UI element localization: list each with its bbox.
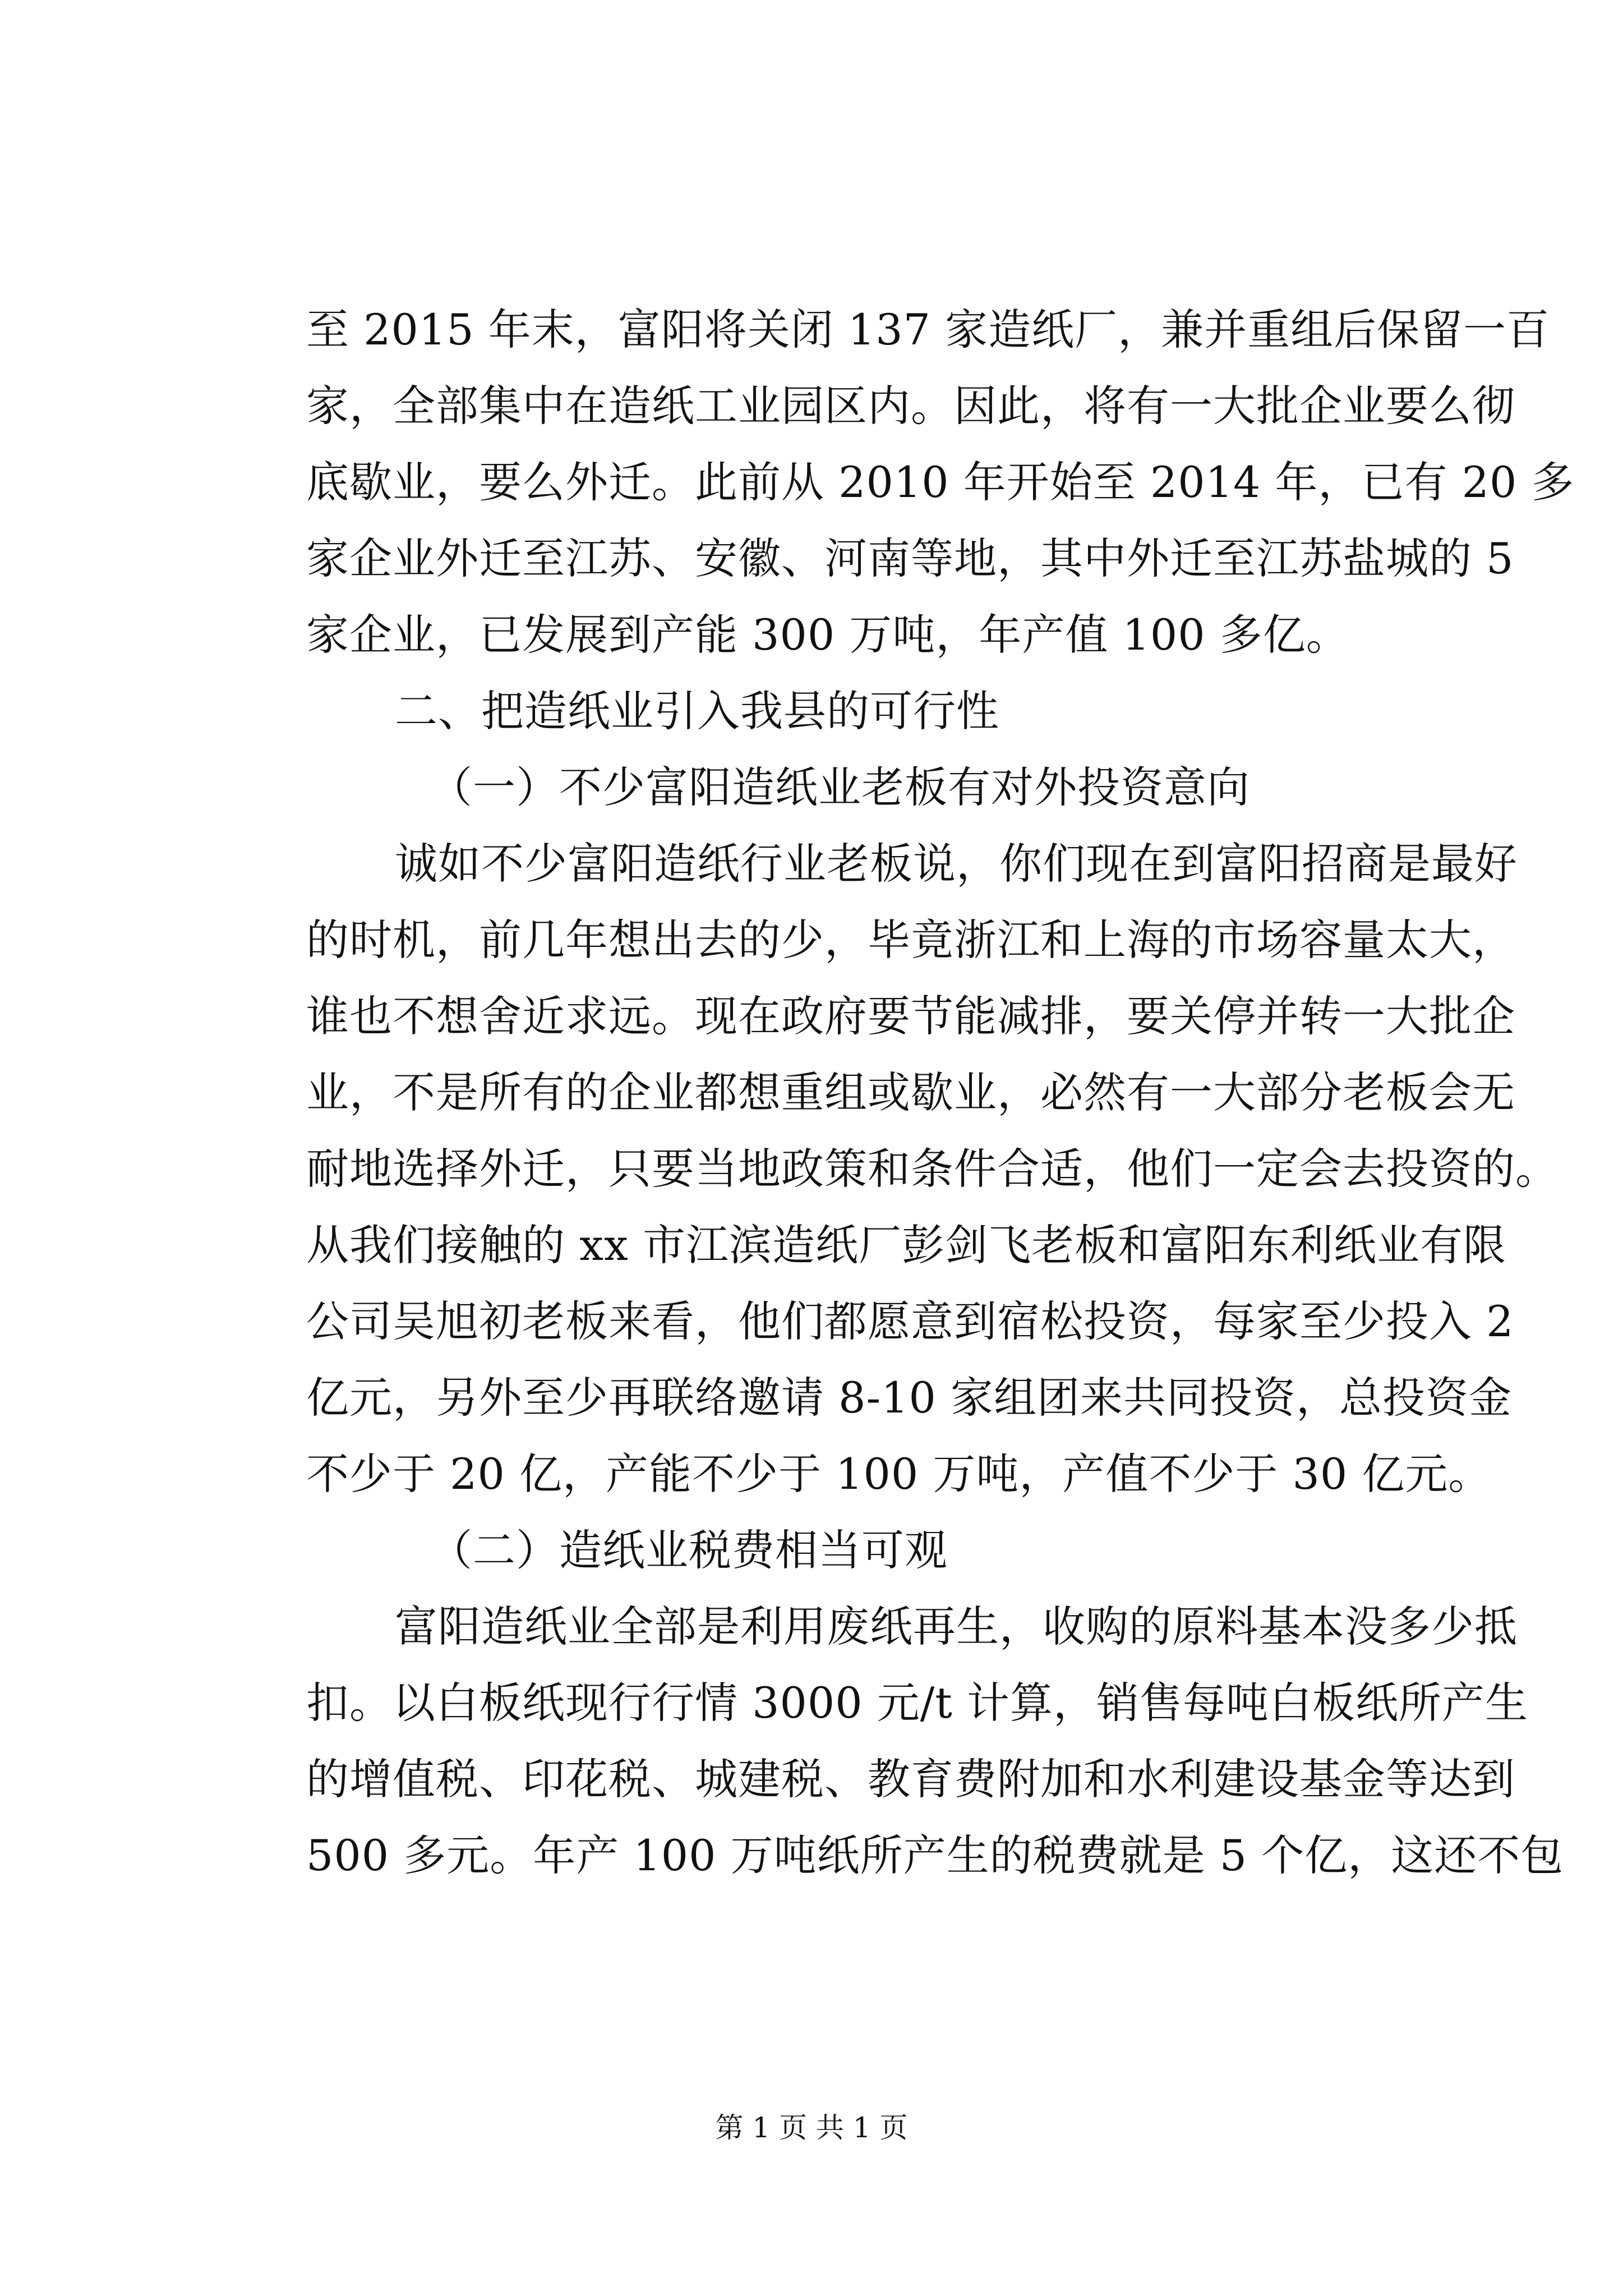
text-line: 家企业，已发展到产能 300 万吨，年产值 100 多亿。 [306, 610, 1349, 660]
text-line: 亿元，另外至少再联络邀请 8-10 家组团来共同投资，总投资金 [306, 1373, 1513, 1423]
section-heading: 二、把造纸业引入我县的可行性 [395, 686, 999, 736]
text-line: 500 多元。年产 100 万吨纸所产生的税费就是 5 个亿，这还不包 [306, 1830, 1564, 1880]
text-line: 至 2015 年末，富阳将关闭 137 家造纸厂，兼并重组后保留一百 [306, 305, 1550, 355]
text-line: 耐地选择外迁，只要当地政策和条件合适，他们一定会去投资的。 [306, 1144, 1559, 1194]
text-line: 谁也不想舍近求远。现在政府要节能减排，要关停并转一大批企 [306, 991, 1515, 1041]
text-line: 业，不是所有的企业都想重组或歇业，必然有一大部分老板会无 [306, 1068, 1515, 1117]
subsection-heading: （二）造纸业税费相当可观 [430, 1525, 948, 1575]
text-line: 诚如不少富阳造纸行业老板说，你们现在到富阳招商是最好 [395, 839, 1518, 889]
page-number-footer: 第 1 页 共 1 页 [715, 2111, 908, 2144]
document-body [306, 292, 1575, 1894]
subsection-heading: （一）不少富阳造纸业老板有对外投资意向 [430, 762, 1250, 812]
text-line: 不少于 20 亿，产能不少于 100 万吨，产值不少于 30 亿元。 [306, 1449, 1492, 1499]
text-line: 的增值税、印花税、城建税、教育费附加和水利建设基金等达到 [306, 1754, 1515, 1804]
text-line: 扣。以白板纸现行行情 3000 元/t 计算，销售每吨白板纸所产生 [306, 1678, 1529, 1728]
text-line: 底歇业，要么外迁。此前从 2010 年开始至 2014 年，已有 20 多 [306, 457, 1575, 507]
text-line: 富阳造纸业全部是利用废纸再生，收购的原料基本没多少抵 [395, 1602, 1518, 1651]
text-line: 的时机，前几年想出去的少，毕竟浙江和上海的市场容量太大， [306, 915, 1515, 965]
text-line: 家，全部集中在造纸工业园区内。因此，将有一大批企业要么彻 [306, 381, 1515, 431]
text-line: 公司吴旭初老板来看，他们都愿意到宿松投资，每家至少投入 2 [306, 1296, 1514, 1346]
text-line: 从我们接触的 xx 市江滨造纸厂彭剑飞老板和富阳东利纸业有限 [306, 1220, 1507, 1270]
text-line: 家企业外迁至江苏、安徽、河南等地，其中外迁至江苏盐城的 5 [306, 533, 1514, 583]
